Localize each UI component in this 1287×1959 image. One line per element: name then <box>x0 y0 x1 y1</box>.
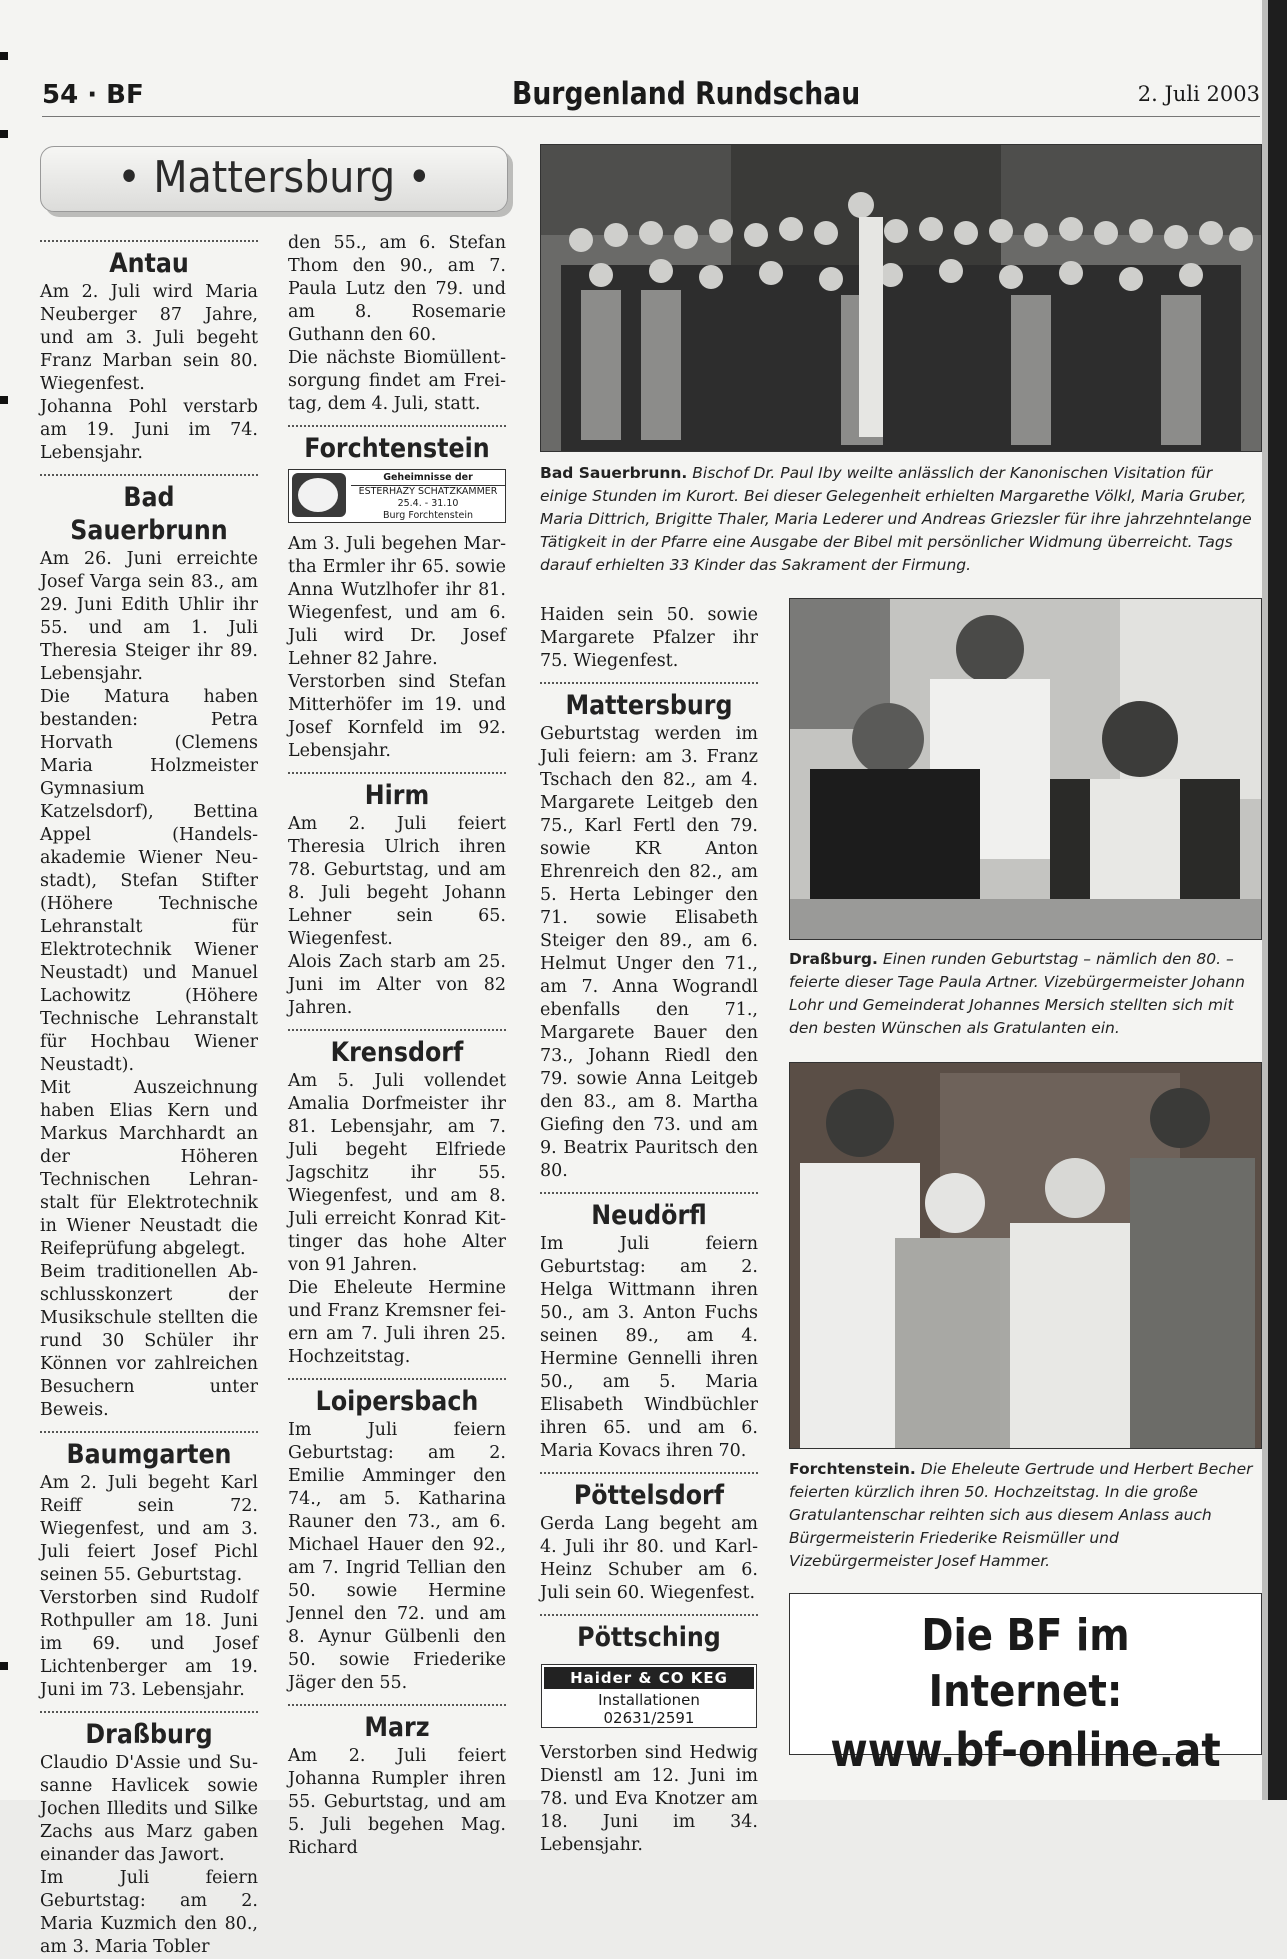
article-text: Im Juli feiern Geburtstag: am 2. Emilie Amminger den 74., am 5. Katharina Rauner den 73., am 6. Michael Hauer den 92., am 7. Ingrid Tellian den 50. sowie Hermine Jennel den 72. und am 8. Aynur Gülbenli den 50. sowie Friederike Jäger den 55. <box>288 1420 506 1693</box>
heading-mattersburg: Mattersburg <box>565 690 733 721</box>
scan-mark <box>0 52 8 60</box>
article-text: Beim traditionellen Abschlusskonzert der Musikschule stellten die rund 30 Schüler ihr Können vor zahlreichen Besuchern unter Beweis. <box>40 1262 258 1420</box>
caption-place: Bad Sauerbrunn. <box>540 464 688 482</box>
article-text: Am 26. Juni erreichte Josef Varga sein 83., am 29. Juni Edith Uhlir ihr 55. und am 1. Juli Theresia Steiger ihr 89. Lebensjahr. <box>40 549 258 684</box>
section-title: • Mattersburg • <box>117 152 431 203</box>
divider <box>540 682 758 684</box>
article-text: Verstorben sind Stefan Mitterhöfer im 19. und Josef Kornfeld im 92. Lebensjahr. <box>288 672 506 761</box>
caption-place: Draßburg. <box>789 950 878 968</box>
photo-drassburg <box>789 598 1262 940</box>
heading-hirm: Hirm <box>364 780 430 811</box>
divider <box>288 425 506 427</box>
heading-bad-sauerbrunn: Bad Sauerbrunn <box>70 482 228 546</box>
article-text: Alois Zach starb am 25. Juni im Alter von 82 Jahren. <box>288 952 506 1018</box>
divider <box>540 1472 758 1474</box>
article-text: Am 2. Juli feiert Theresia Ulrich ihren 78. Geburtstag, und am 8. Juli begeht Johann Lehner sein 65. Wiegenfest. <box>288 814 506 949</box>
article-text: Im Juli feiern Geburtstag: am 2. Maria Kuzmich den 80., am 3. Maria Tobler <box>40 1868 258 1957</box>
photo-bad-sauerbrunn <box>540 144 1262 452</box>
article-text: Am 3. Juli begehen Martha Ermler ihr 65. sowie Anna Wutzlhofer ihr 81. Wiegenfest, und am 6. Juli wird Dr. Josef Lehner 82 Jahre. <box>288 534 506 669</box>
divider <box>288 1704 506 1706</box>
divider <box>40 240 258 242</box>
scan-mark <box>0 396 8 404</box>
divider <box>288 1029 506 1031</box>
article-text: Johanna Pohl verstarb am 19. Juni im 74. Lebensjahr. <box>40 397 258 463</box>
caption-photo-1 <box>540 462 1262 577</box>
article-text: Gerda Lang begeht am 4. Juli ihr 80. und Karl-Heinz Schuber am 6. Juli sein 60. Wiegenfest. <box>540 1514 758 1603</box>
column-3 <box>540 604 758 1857</box>
column-2 <box>288 232 506 1860</box>
scan-mark <box>0 130 8 138</box>
photo-forchtenstein <box>789 1062 1262 1449</box>
divider <box>540 1192 758 1194</box>
heading-baumgarten: Baumgarten <box>66 1439 232 1470</box>
page-header <box>42 70 1260 117</box>
heading-marz: Marz <box>364 1712 430 1743</box>
article-text: Mit Auszeichnung haben Elias Kern und Markus Marchhardt an der Höheren Technischen Lehranstalt für Elektrotechnik in Wiener Neustadt die Reifeprüfung abgelegt. <box>40 1078 258 1259</box>
heading-poettsching: Pöttsching <box>577 1622 721 1653</box>
divider <box>40 1711 258 1713</box>
divider <box>40 474 258 476</box>
heading-poettelsdorf: Pöttelsdorf <box>573 1480 725 1511</box>
ad-emblem <box>292 473 346 517</box>
photo-anniversary-image <box>790 1063 1261 1448</box>
column-1 <box>40 240 258 1959</box>
ad-text: Geheimnisse der ESTERHÁZY SCHATZKAMMER 25.4. - 31.10 Burg Forchtenstein <box>351 472 505 522</box>
section-banner <box>40 146 508 212</box>
article-text: Haiden sein 50. sowie Margarete Pfalzer ihr 75. Wiegenfest. <box>540 605 758 671</box>
internet-promo-box[interactable] <box>789 1593 1262 1777</box>
article-text: Am 2. Juli wird Maria Neuberger 87 Jahre, und am 3. Juli begeht Franz Marban sein 80. Wiegenfest. <box>40 282 258 394</box>
ad-company-name: Haider & CO KEG <box>544 1667 754 1689</box>
ad-business-line: Installationen <box>598 1691 700 1709</box>
article-text: Am 2. Juli begeht Karl Reiff sein 72. Wiegenfest, und am 3. Juli feiert Josef Pichl seinen 55. Geburtstag. <box>40 1473 258 1585</box>
article-text: Die Eheleute Hermine und Franz Kremsner feiern am 7. Juli ihren 25. Hochzeitstag. <box>288 1278 506 1367</box>
newspaper-title: Burgenland Rundschau <box>512 76 861 112</box>
caption-text: Bischof Dr. Paul Iby weilte anlässlich der Kanonischen Visitation für einige Stunden im Kurort. Bei dieser Gelegenheit erhielten Margarethe Völkl, Maria Gruber, Maria Dittrich, Brigitte Thaler, Maria Lederer und Andreas Griezsler für ihre jahrzehntelange Tätigkeit in der Pfarre eine Ausgabe der Bibel mit persönlicher Widmung überreicht. Tags darauf erhielten 33 Kinder das Sakrament der Firmung. <box>540 464 1252 574</box>
photo-group-image <box>541 145 1261 451</box>
article-text: Geburtstag werden im Juli feiern: am 3. Franz Tschach den 82., am 4. Margarete Leitgeb den 75., Karl Fertl den 79. sowie KR Anton Ehrenreich den 82., am 5. Herta Lebinger den 71. sowie Elisabeth Steiger den 89., am 6. Helmut Unger den 71., am 7. Anna Wograndl ebenfalls den 71., Margarete Bauer den 73., Johann Riedl den 79. sowie Anna Leitgeb den 83., am 8. Martha Giefing den 73. und am 9. Beatrix Pauritsch den 80. <box>540 724 758 1181</box>
divider <box>288 772 506 774</box>
heading-antau: Antau <box>109 248 189 279</box>
photo-birthday-image <box>790 599 1261 939</box>
article-text: Am 2. Juli feiert Johanna Rumpler ihren 55. Geburtstag, und am 5. Juli begehen Mag. Richard <box>288 1746 506 1858</box>
heading-forchtenstein: Forchtenstein <box>304 433 490 464</box>
article-text: Verstorben sind Rudolf Rothpuller am 18. Juni im 69. und Josef Lichtenberger am 19. Juni im 73. Lebensjahr. <box>40 1588 258 1700</box>
article-text: Claudio D'Assie und Susanne Havlicek sowie Jochen Illedits und Silke Zachs aus Marz gaben einander das Jawort. <box>40 1753 258 1865</box>
heading-loipersbach: Loipersbach <box>315 1386 479 1417</box>
divider <box>540 1614 758 1616</box>
page-number: 54 · BF <box>42 80 144 110</box>
issue-date: 2. Juli 2003 <box>1137 82 1260 106</box>
divider <box>288 1378 506 1380</box>
ad-haider-installationen[interactable] <box>541 1664 757 1728</box>
article-text: Die Matura haben bestanden: Petra Horvath (Clemens Maria Holzmeister Gymnasium Katzelsdorf), Bettina Appel (Handelsakademie Wiener Neustadt), Stefan Stifter (Höhere Technische Lehranstalt für Elektrotechnik Wiener Neustadt) und Manuel Lachowitz (Höhere Technische Lehranstalt für Hochbau Wiener Neustadt). <box>40 687 258 1075</box>
divider <box>40 1431 258 1433</box>
caption-place: Forchtenstein. <box>789 1460 916 1478</box>
article-text: Die nächste Biomüllentsorgung findet am Freitag, dem 4. Juli, statt. <box>288 348 506 414</box>
caption-text: Die Eheleute Gertrude und Herbert Becher feierten kürzlich ihren 50. Hochzeitstag. In die große Gratulantenschar reihten sich aus diesem Anlass auch Bürgermeisterin Friederike Reismüller und Vizebürgermeister Josef Hammer. <box>789 1460 1253 1570</box>
heading-drassburg: Draßburg <box>85 1719 213 1750</box>
caption-text: Einen runden Geburtstag – nämlich den 80. – feierte dieser Tage Paula Artner. Vizebürgermeister Johann Lohr und Gemeinderat Johannes Mersich stellten sich mit den besten Wünschen als Gratulanten ein. <box>789 950 1245 1037</box>
scan-mark <box>0 1662 8 1670</box>
article-text: Im Juli feiern Geburtstag: am 2. Helga Wittmann ihren 50., am 3. Anton Fuchs seinen 89., am 4. Hermine Gennelli ihren 50., am 5. Maria Elisabeth Windbüchler ihren 65. und am 6. Maria Kovacs ihren 70. <box>540 1234 758 1461</box>
article-text: den 55., am 6. Stefan Thom den 90., am 7. Paula Lutz den 79. und am 8. Rosemarie Guthann den 60. <box>288 233 506 345</box>
article-text: Am 5. Juli vollendet Amalia Dorfmeister ihr 81. Lebensjahr, am 7. Juli begeht Elfriede Jagschitz ihr 55. Wiegenfest, und am 8. Juli erreicht Konrad Kittinger das hohe Alter von 91 Jahren. <box>288 1071 506 1275</box>
heading-krensdorf: Krensdorf <box>330 1037 464 1068</box>
caption-photo-3 <box>789 1458 1262 1573</box>
caption-photo-2 <box>789 948 1262 1040</box>
scanner-border <box>1268 0 1287 1800</box>
ad-esterhazy-schatzkammer[interactable] <box>288 469 506 523</box>
promo-url-link[interactable]: www.bf-online.at <box>830 1723 1221 1777</box>
article-text: Verstorben sind Hedwig Dienstl am 12. Juni im 78. und Eva Knotzer am 18. Juni im 34. Lebensjahr. <box>540 1743 758 1855</box>
promo-headline: Die BF im Internet: <box>921 1610 1130 1717</box>
ad-phone: 02631/2591 <box>603 1709 695 1727</box>
heading-neudoerfl: Neudörfl <box>591 1200 707 1231</box>
